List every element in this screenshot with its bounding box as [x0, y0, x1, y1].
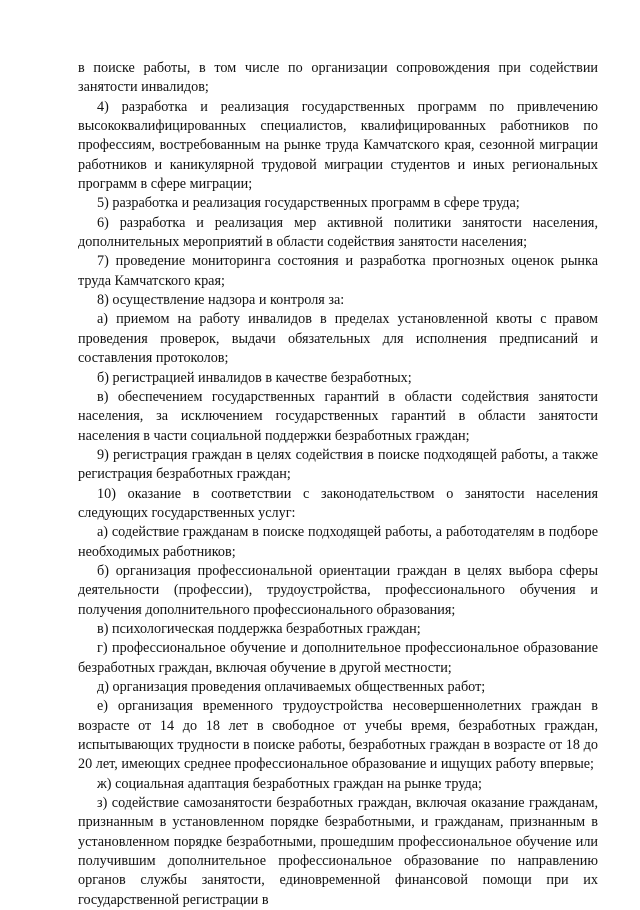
paragraph: в поиске работы, в том числе по организации сопровождения при содействии занятости инвалидов; [78, 60, 598, 96]
paragraph: б) регистрацией инвалидов в качестве безработных; [97, 369, 412, 386]
document-page [78, 59, 598, 910]
paragraph: б) организация профессиональной ориентации граждан в целях выбора сферы деятельности (профессии), трудоустройства, профессионального обучения и получения дополнительного профессионального образования; [78, 562, 598, 618]
paragraph: а) приемом на работу инвалидов в пределах установленной квоты с правом проведения проверок, выдачи обязательных для исполнения предписаний и составления протоколов; [78, 311, 598, 367]
paragraph: 5) разработка и реализация государственных программ в сфере труда; [97, 195, 520, 212]
paragraph: 6) разработка и реализация мер активной политики занятости населения, дополнительных мероприятий в области содействия занятости населения; [78, 214, 598, 251]
paragraph: 9) регистрация граждан в целях содействия в поиске подходящей работы, а также регистрация безработных граждан; [78, 446, 598, 483]
paragraph: в) обеспечением государственных гарантий в области содействия занятости населения, за исключением государственных гарантий в области занятости населения в части социальной поддержки безработных граждан; [78, 388, 598, 444]
paragraph: 10) оказание в соответствии с законодательством о занятости населения следующих государственных услуг: [78, 485, 598, 521]
paragraph: а) содействие гражданам в поиске подходящей работы, а работодателям в подборе необходимых работников; [78, 524, 598, 560]
paragraph: е) организация временного трудоустройства несовершеннолетних граждан в возрасте от 14 до 18 лет в свободное от учебы время, безработных граждан, испытывающих трудности в поиске работы, безработных граждан в возрасте от 18 до 20 лет, имеющих среднее профессиональное образование и ищущих работу впервые; [78, 698, 598, 773]
paragraph: д) организация проведения оплачиваемых общественных работ; [97, 679, 486, 695]
paragraph: в) психологическая поддержка безработных граждан; [97, 620, 421, 637]
paragraph: ж) социальная адаптация безработных граждан на рынке труда; [97, 775, 482, 792]
paragraph: з) содействие самозанятости безработных граждан, включая оказание гражданам, признанным в установленном порядке безработными, и гражданам, признанным в установленном порядке безработными, прошедшим профессиональное обучение или получившим дополнительное профессиональное образование по направлению органов службы занятости, единовременной финансовой помощи при их государственной регистрации в [78, 795, 598, 908]
paragraph: г) профессиональное обучение и дополнительное профессиональное образование безработных граждан, включая обучение в другой местности; [78, 640, 598, 676]
paragraph: 7) проведение мониторинга состояния и разработка прогнозных оценок рынка труда Камчатского края; [78, 253, 598, 289]
paragraph: 4) разработка и реализация государственных программ по привлечению высококвалифицированных специалистов, квалифицированных работников по профессиям, востребованным на рынке труда Камчатского края, сезонной миграции работников и каникулярной трудовой миграции студентов и иных региональных программ в сфере миграции; [78, 98, 598, 193]
paragraph: 8) осуществление надзора и контроля за: [97, 292, 345, 309]
